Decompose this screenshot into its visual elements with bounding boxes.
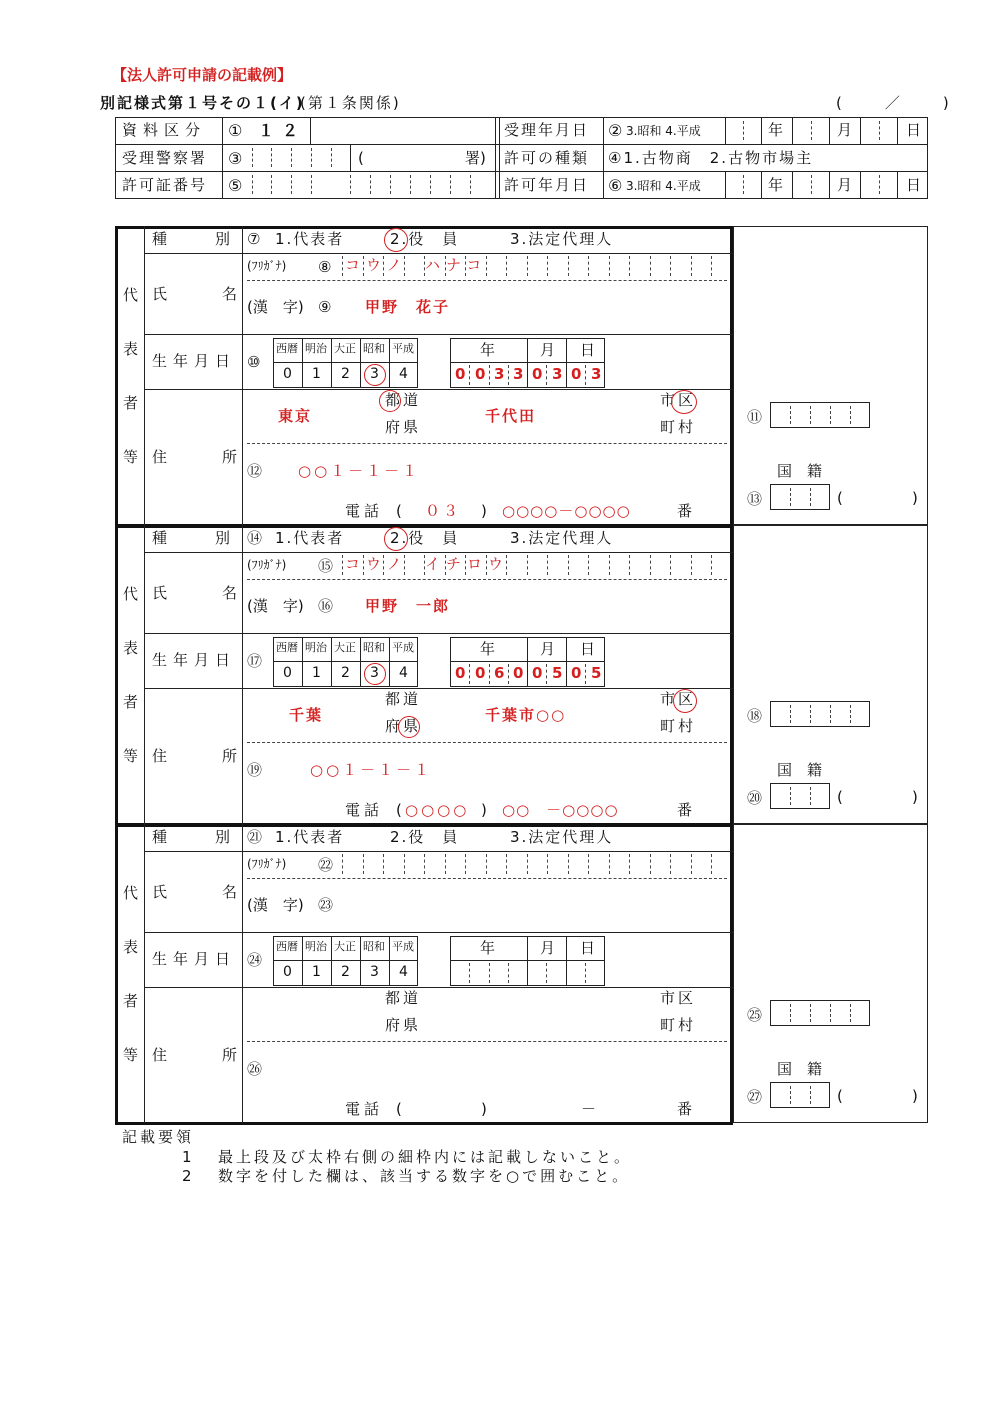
p1-to: 都 [385,391,401,409]
notes-num-1: 1 [182,1148,192,1166]
p3-era-num-3: 3 [370,964,379,980]
p2-city: 千葉市○○ [485,706,567,724]
top-label-kyoka-date: 許可年月日 [504,176,590,194]
p3-ken: 県 [403,1016,419,1034]
p1-dob-digit-0: 0 [455,365,466,383]
p3-role-1: 1.代表者 [275,828,345,846]
p2-shimei-a: 氏 [152,584,168,602]
p1-kokuseki-open: ( [837,489,843,507]
notes-text-2: 数字を付した欄は、該当する数字を○で囲むこと。 [218,1167,631,1185]
p3-addr-a: 住 [152,1046,168,1064]
p2-to: 都 [385,690,401,708]
p3-right-box [733,824,928,1123]
p2-kanji-name: 甲野 一郎 [365,597,451,615]
p2-shi: 市 [660,690,676,708]
p1-ken: 県 [403,418,419,436]
top-label-juri-date: 受理年月日 [504,121,590,139]
p2-num-birth: ⑰ [247,652,263,670]
p1-era-num-1: 1 [312,366,321,382]
p2-fu: 府 [385,717,401,735]
p2-era-circle [364,663,386,685]
p2-addr-b: 所 [222,747,238,765]
p2-role-1: 1.代表者 [275,529,345,547]
p3-era-4: 平成 [392,940,414,953]
p3-birth-label: 生年月日 [152,950,237,968]
p2-role-3: 3.法定代理人 [510,529,614,547]
p2-era-1: 明治 [305,641,327,654]
form-subtitle: (第１条関係) [300,94,401,112]
p1-month-label: 月 [540,341,556,359]
p3-num-right-a: ㉕ [747,1006,763,1024]
p3-side-label-0: 代 [123,884,139,902]
p3-role-2: 2.役 員 [390,828,460,846]
top-sho: 署) [465,149,486,167]
p3-to: 都 [385,989,401,1007]
p3-day-label: 日 [580,939,596,957]
p1-dob-digit-3: 3 [513,365,524,383]
p1-num-addr: ⑫ [247,462,263,480]
p2-era-num-3: 3 [370,665,379,681]
p1-right-box [733,226,928,525]
top-shiryo-value: １２ [258,121,307,140]
p2-era-num-4: 4 [399,665,408,681]
p1-side-label-2: 者 [123,394,139,412]
p3-num-right-b: ㉗ [747,1088,763,1106]
p2-dob-digit-2: 6 [494,664,505,682]
p3-month-label: 月 [540,939,556,957]
top-month-3: 月 [837,176,853,194]
p3-cho: 町 [660,1016,676,1034]
p2-kokuseki-label: 国 籍 [777,761,823,779]
p1-dob-digit-4: 0 [532,365,543,383]
p2-kokuseki-close: ) [912,788,918,806]
top-label-juri-keisatsu: 受理警察署 [122,149,208,167]
p2-tel-label: 電話 [345,801,384,819]
p1-dob-digit-5: 3 [552,365,563,383]
p1-addr-line: ○○１－１－１ [298,462,421,480]
top-label-shiryo: 資料区分 [122,121,207,139]
p2-ku: 区 [678,690,694,708]
p2-son: 村 [678,717,694,735]
top-paren-open: ( [358,149,364,167]
p2-furigana-label: (ﾌﾘｶﾞﾅ) [247,558,287,572]
p1-son: 村 [678,418,694,436]
p2-day-label: 日 [580,640,596,658]
p2-dob-digit-7: 5 [591,664,602,682]
p2-shubetsu-label: 種 別 [152,529,237,547]
top-year-3: 年 [768,176,784,194]
p3-num-birth: ㉔ [247,951,263,969]
p2-right-box [733,525,928,824]
p1-day-label: 日 [580,341,596,359]
p1-era-num-2: 2 [341,366,350,382]
p2-era-num-2: 2 [341,665,350,681]
p3-era-num-0: 0 [283,964,292,980]
top-num-1: ① [228,121,243,140]
p1-kokuseki-label: 国 籍 [777,462,823,480]
p3-side-label-3: 等 [123,1046,139,1064]
p2-dob-digit-5: 5 [552,664,563,682]
top-era-2: 3.昭和 4.平成 [626,179,701,193]
p2-month-label: 月 [540,640,556,658]
p3-fu: 府 [385,1016,401,1034]
p1-pref: 東京 [278,407,313,425]
p3-num-furigana: ㉒ [318,856,334,874]
p3-furigana-label: (ﾌﾘｶﾞﾅ) [247,857,287,871]
p1-year-label: 年 [480,341,496,359]
p3-kanji-label: (漢 字) [247,896,304,914]
p1-shimei-b: 名 [222,285,238,303]
p2-ken: 県 [403,717,419,735]
p2-tel-open: ( [396,801,402,819]
top-num-2: ② [608,121,623,140]
p1-era-num-3: 3 [370,366,379,382]
p2-era-0: 西暦 [276,641,298,654]
p1-dob-digit-7: 3 [591,365,602,383]
p1-kanji-name: 甲野 花子 [365,298,451,316]
p3-ban: 番 [677,1100,693,1118]
p1-era-0: 西暦 [276,342,298,355]
p1-fu: 府 [385,418,401,436]
p2-num-kanji: ⑯ [318,597,334,615]
p1-era-1: 明治 [305,342,327,355]
p3-tel-label: 電話 [345,1100,384,1118]
p3-era-3: 昭和 [363,940,385,953]
p1-role-2: 2.役 員 [390,230,460,248]
notes-num-2: 2 [182,1167,192,1185]
p2-role-2: 2.役 員 [390,529,460,547]
p1-dob-digit-1: 0 [475,365,486,383]
p1-ban: 番 [677,502,693,520]
p2-role-circle [384,527,408,551]
p1-addr-a: 住 [152,448,168,466]
p2-dob-digit-3: 0 [513,664,524,682]
p3-son: 村 [678,1016,694,1034]
top-day-1: 日 [906,121,922,139]
p1-num-birth: ⑩ [247,353,261,371]
p1-side-label-3: 等 [123,448,139,466]
p3-do: 道 [403,989,419,1007]
p1-role-1: 1.代表者 [275,230,345,248]
p3-num-role: ㉑ [247,828,263,846]
p2-era-num-0: 0 [283,665,292,681]
p3-era-num-4: 4 [399,964,408,980]
p1-tel-open: ( [396,502,402,520]
p3-role-3: 3.法定代理人 [510,828,614,846]
p1-era-num-0: 0 [283,366,292,382]
p1-tel-rest: ○○○○－○○○○ [502,502,631,520]
p1-furigana-label: (ﾌﾘｶﾞﾅ) [247,259,287,273]
p2-dob-digit-4: 0 [532,664,543,682]
form-title: 別記様式第１号その１(イ) [100,94,305,112]
p1-dob-digit-6: 0 [571,365,582,383]
p1-num-right-a: ⑪ [747,408,763,426]
p2-side-label-1: 表 [123,639,139,657]
p3-era-2: 大正 [334,940,356,953]
p2-era-num-1: 1 [312,665,321,681]
p1-num-kanji: ⑨ [318,298,332,316]
p2-num-addr: ⑲ [247,761,263,779]
p1-shimei-a: 氏 [152,285,168,303]
p3-kokuseki-close: ) [912,1087,918,1105]
p2-dob-digit-6: 0 [571,664,582,682]
top-num-3: ③ [228,149,243,168]
p2-furigana-sei: コウノ [345,555,408,573]
p2-birth-label: 生年月日 [152,651,237,669]
p3-kokuseki-label: 国 籍 [777,1060,823,1078]
p2-dob-digit-0: 0 [455,664,466,682]
p3-addr-b: 所 [222,1046,238,1064]
p2-num-furigana: ⑮ [318,557,334,575]
p1-tel-label: 電話 [345,502,384,520]
p1-furigana-sei: コウノ [345,256,408,274]
p1-era-num-4: 4 [399,366,408,382]
p3-tel-rest: － [581,1100,598,1118]
p2-side-label-2: 者 [123,693,139,711]
p1-era-2: 大正 [334,342,356,355]
p3-side-label-1: 表 [123,938,139,956]
p3-era-num-2: 2 [341,964,350,980]
p2-do: 道 [403,690,419,708]
p2-kanji-label: (漢 字) [247,597,304,615]
p1-role-circle [384,228,408,252]
p1-tel-area: ０３ [425,502,462,520]
p3-year-label: 年 [480,939,496,957]
p3-tel-close: ) [481,1100,487,1118]
p3-tel-open: ( [396,1100,402,1118]
p1-shubetsu-label: 種 別 [152,230,237,248]
p3-kokuseki-open: ( [837,1087,843,1105]
top-year-1: 年 [768,121,784,139]
p1-addr-b: 所 [222,448,238,466]
top-label-kyoka-type: 許可の種類 [504,149,590,167]
p2-cho: 町 [660,717,676,735]
p3-ku: 区 [678,989,694,1007]
top-label-kyoka-no: 許可証番号 [122,176,208,194]
p2-shimei-b: 名 [222,584,238,602]
p1-era-3: 昭和 [363,342,385,355]
p3-num-kanji: ㉓ [318,896,334,914]
p2-addr-a: 住 [152,747,168,765]
p1-birth-label: 生年月日 [152,352,237,370]
p3-num-addr: ㉖ [247,1060,263,1078]
p2-side-label-3: 等 [123,747,139,765]
p1-ku: 区 [678,391,694,409]
top-month-1: 月 [837,121,853,139]
notes-title: 記載要領 [122,1128,195,1146]
p2-era-4: 平成 [392,641,414,654]
p2-year-label: 年 [480,640,496,658]
p3-era-num-1: 1 [312,964,321,980]
p2-pref: 千葉 [289,706,324,724]
p2-tel-close: ) [481,801,487,819]
p1-era-circle [364,364,386,386]
p1-kanji-label: (漢 字) [247,298,304,316]
p1-tel-close: ) [481,502,487,520]
p2-furigana-mei: イチロウ [425,555,510,573]
p3-shi: 市 [660,989,676,1007]
p1-role-3: 3.法定代理人 [510,230,614,248]
p1-num-furigana: ⑧ [318,258,332,276]
p1-cho: 町 [660,418,676,436]
p1-shi: 市 [660,391,676,409]
notes-text-1: 最上段及び太枠右側の細枠内には記載しないこと。 [218,1148,633,1166]
p3-shubetsu-label: 種 別 [152,828,237,846]
p3-shimei-b: 名 [222,883,238,901]
top-num-6: ⑥ [608,176,623,195]
p3-era-0: 西暦 [276,940,298,953]
top-era-1: 3.昭和 4.平成 [626,124,701,138]
p1-kokuseki-close: ) [912,489,918,507]
p2-side-label-0: 代 [123,585,139,603]
p1-dob-digit-2: 3 [494,365,505,383]
p1-furigana-mei: ハナコ [425,256,488,274]
p2-era-3: 昭和 [363,641,385,654]
p3-era-1: 明治 [305,940,327,953]
top-num-5: ⑤ [228,176,243,195]
p1-num-role: ⑦ [247,230,261,248]
p3-shimei-a: 氏 [152,883,168,901]
example-title: 【法人許可申請の記載例】 [112,66,293,84]
p1-era-4: 平成 [392,342,414,355]
p2-addr-line: ○○１－１－１ [310,761,433,779]
p2-num-right-b: ⑳ [747,789,763,807]
p2-era-2: 大正 [334,641,356,654]
top-kyoka-type-value: ④1.古物商 2.古物市場主 [608,149,814,167]
p2-num-right-a: ⑱ [747,707,763,725]
top-day-3: 日 [906,176,922,194]
p2-dob-digit-1: 0 [475,664,486,682]
date-paren: ( ／ ) [836,94,963,112]
p2-tel-area: ○○○○ [405,801,470,819]
p2-num-role: ⑭ [247,529,263,547]
p2-kokuseki-open: ( [837,788,843,806]
p1-side-label-0: 代 [123,286,139,304]
p2-ban: 番 [677,801,693,819]
p2-tel-rest: ○○ －○○○○ [502,801,619,819]
p1-num-right-b: ⑬ [747,490,763,508]
p1-do: 道 [403,391,419,409]
p3-side-label-2: 者 [123,992,139,1010]
p1-city: 千代田 [485,407,537,425]
p1-side-label-1: 表 [123,340,139,358]
